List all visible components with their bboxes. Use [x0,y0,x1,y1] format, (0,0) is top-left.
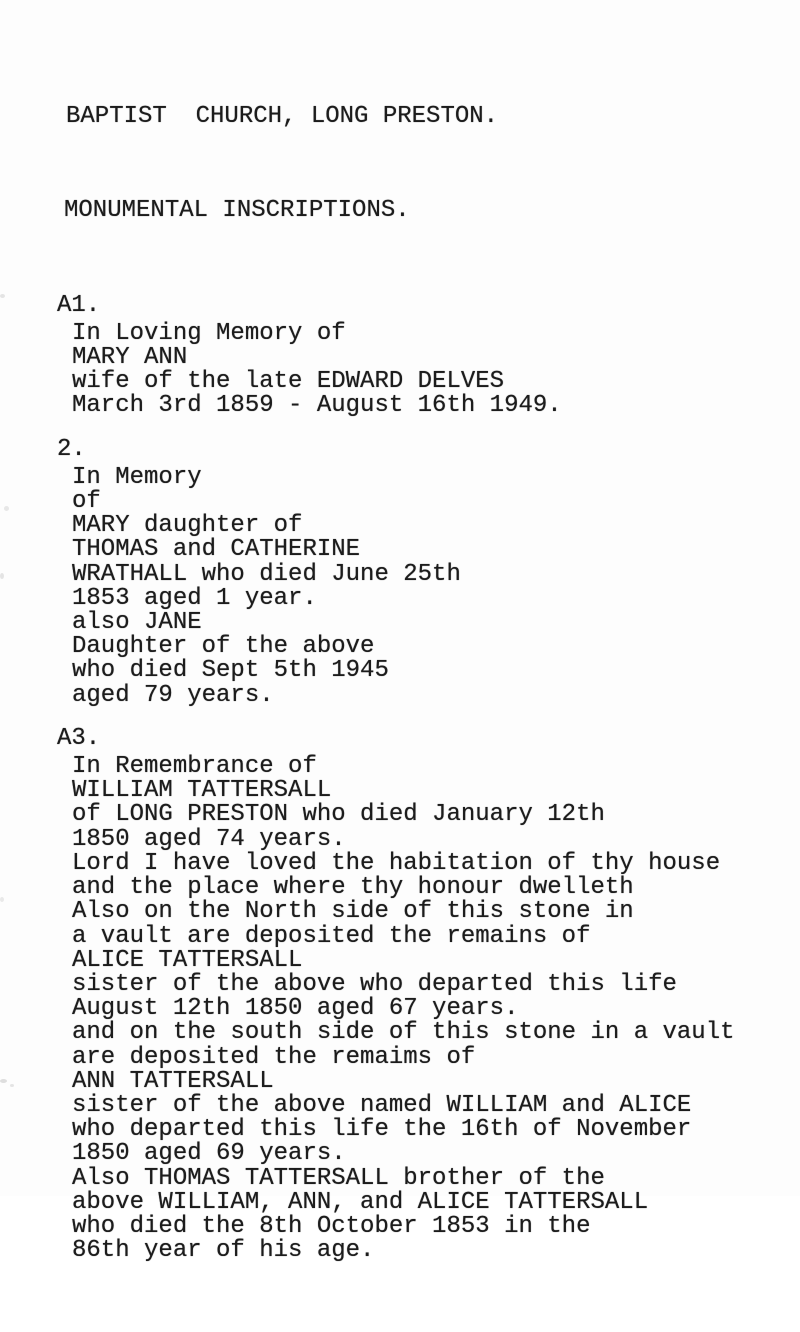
inscription-line: sister of the above named WILLIAM and ALICE [72,1091,692,1119]
inscription-line: THOMAS and CATHERINE [72,536,361,564]
inscription-line: August 12th 1850 aged 67 years. [72,995,519,1023]
inscription-line: In Memory [72,463,202,491]
inscription-line: Also on the North side of this stone in [72,898,634,926]
inscription-line: March 3rd 1859 - August 16th 1949. [72,392,562,420]
inscription-line: Lord I have loved the habitation of thy house [72,849,721,877]
inscription-line: In Loving Memory of [72,319,346,347]
inscription-entries [57,291,735,1265]
inscription-line: In Remembrance of [72,753,317,781]
inscription-line: who departed this life the 16th of November [72,1116,692,1144]
scan-speck [4,506,9,511]
entry-label: A1. [57,291,101,319]
scan-speck [10,1084,14,1087]
inscription-line: above WILLIAM, ANN, and ALICE TATTERSALL [72,1188,649,1216]
inscription-line: Daughter of the above [72,633,375,661]
inscription-line: are deposited the remaims of [72,1043,476,1071]
scan-speck [0,897,4,902]
inscription-line: 86th year of his age. [72,1237,375,1265]
entry-lines [57,755,735,1263]
inscription-line: MARY daughter of [72,512,303,540]
inscription-line: ANN TATTERSALL [72,1067,274,1095]
document-subtitle: MONUMENTAL INSCRIPTIONS. [64,197,410,225]
inscription-line: who died Sept 5th 1945 [72,657,389,685]
inscription-line: aged 79 years. [72,681,274,709]
inscription-line: MARY ANN [72,344,188,372]
inscription-line: 1853 aged 1 year. [72,584,317,612]
inscription-line: and the place where thy honour dwelleth [72,874,634,902]
entry-label: 2. [57,435,86,463]
typewritten-document [57,57,735,1331]
inscription-line: and on the south side of this stone in a vault [72,1019,735,1047]
inscription-line: WILLIAM TATTERSALL [72,777,332,805]
inscription-line: ALICE TATTERSALL [72,946,303,974]
inscription-entry [57,291,735,420]
inscription-line: 1850 aged 69 years. [72,1140,346,1168]
document-title: BAPTIST CHURCH, LONG PRESTON. [66,103,499,131]
inscription-line: also JANE [72,609,202,637]
inscription-line: 1850 aged 74 years. [72,825,346,853]
inscription-line: of [72,488,101,516]
entry-label: A3. [57,724,101,752]
entry-lines [57,463,735,709]
inscription-line: Also THOMAS TATTERSALL brother of the [72,1164,605,1192]
inscription-line: who died the 8th October 1853 in the [72,1212,591,1240]
entry-lines [57,319,735,420]
scan-speck [0,1079,7,1083]
scan-speck [0,294,5,298]
inscription-line: a vault are deposited the remains of [72,922,591,950]
inscription-line: wife of the late EDWARD DELVES [72,368,505,396]
inscription-line: sister of the above who departed this life [72,970,677,998]
scan-speck [0,573,4,579]
inscription-entry [57,724,735,1265]
inscription-entry [57,435,735,709]
inscription-line: WRATHALL who died June 25th [72,560,461,588]
inscription-line: of LONG PRESTON who died January 12th [72,801,605,829]
